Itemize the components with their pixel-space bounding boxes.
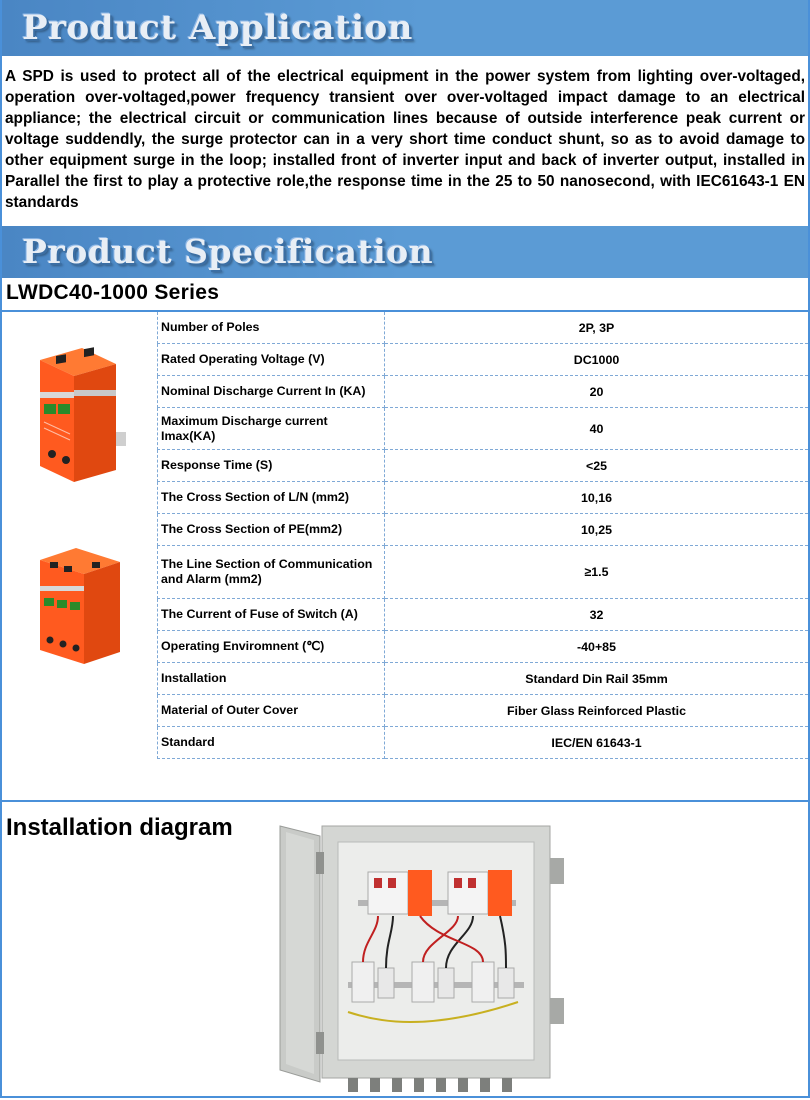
spec-value: IEC/EN 61643-1: [385, 727, 809, 759]
application-text: A SPD is used to protect all of the electrical equipment in the power system from lighting over-voltaged, operation over-voltaged,power frequency transient over over-voltaged impact damage to an electrical appliance; the electrical circuit or communication lines because of outside interference peak current or voltage suddendly, the surge protector can in a very short time conduct shunt, so as to avoid damage to other equipment surge in the loop; installed front of inverter input and back of inverter output, installed in Parallel the first to play a protective role,the response time in the 25 to 50 nanosecond, with IEC61643-1 EN standards: [5, 68, 805, 211]
spec-key: The Cross Section of PE(mm2): [158, 514, 385, 546]
spec-key: Standard: [158, 727, 385, 759]
application-title: Product Application: [22, 8, 413, 48]
spec-value: <25: [385, 450, 809, 482]
spec-key: The Current of Fuse of Switch (A): [158, 599, 385, 631]
spd-3p-image: [30, 540, 130, 670]
spec-row: [158, 695, 809, 727]
spec-value: -40+85: [385, 631, 809, 663]
spec-key: Maximum Discharge current Imax(KA): [158, 408, 385, 450]
specification-title: Product Specification: [22, 232, 434, 271]
spec-row: [158, 631, 809, 663]
specification-banner: [2, 226, 808, 278]
spec-row: [158, 727, 809, 759]
spec-value: ≥1.5: [385, 546, 809, 599]
spec-key: The Cross Section of L/N (mm2): [158, 482, 385, 514]
spec-key: Response Time (S): [158, 450, 385, 482]
series-title: LWDC40-1000 Series: [6, 281, 220, 304]
spec-row: [158, 408, 809, 450]
spec-key: Number of Poles: [158, 312, 385, 344]
spec-row: [158, 376, 809, 408]
spec-row: [158, 546, 809, 599]
spec-value: 10,16: [385, 482, 809, 514]
spec-row: [158, 450, 809, 482]
spec-value: DC1000: [385, 344, 809, 376]
divider: [2, 800, 808, 802]
spec-row: [158, 599, 809, 631]
spec-value: Standard Din Rail 35mm: [385, 663, 809, 695]
spec-value: 40: [385, 408, 809, 450]
spec-value: 20: [385, 376, 809, 408]
spec-key: Rated Operating Voltage (V): [158, 344, 385, 376]
spec-key: The Line Section of Communication and Alarm (mm2): [158, 546, 385, 599]
spd-2p-image: [22, 342, 132, 492]
spec-table: [157, 312, 808, 759]
spec-value: Fiber Glass Reinforced Plastic: [385, 695, 809, 727]
spec-value: 10,25: [385, 514, 809, 546]
spec-value: 32: [385, 599, 809, 631]
spec-row: [158, 482, 809, 514]
spec-key: Installation: [158, 663, 385, 695]
installation-title: Installation diagram: [6, 814, 233, 841]
installation-diagram-image: [278, 812, 578, 1096]
spec-key: Material of Outer Cover: [158, 695, 385, 727]
application-banner: [2, 0, 808, 56]
spec-key: Operating Enviromnent (℃): [158, 631, 385, 663]
spec-row: [158, 344, 809, 376]
spec-row: [158, 514, 809, 546]
spec-row: [158, 663, 809, 695]
spec-value: 2P, 3P: [385, 312, 809, 344]
spec-row: [158, 312, 809, 344]
spec-key: Nominal Discharge Current In (KA): [158, 376, 385, 408]
